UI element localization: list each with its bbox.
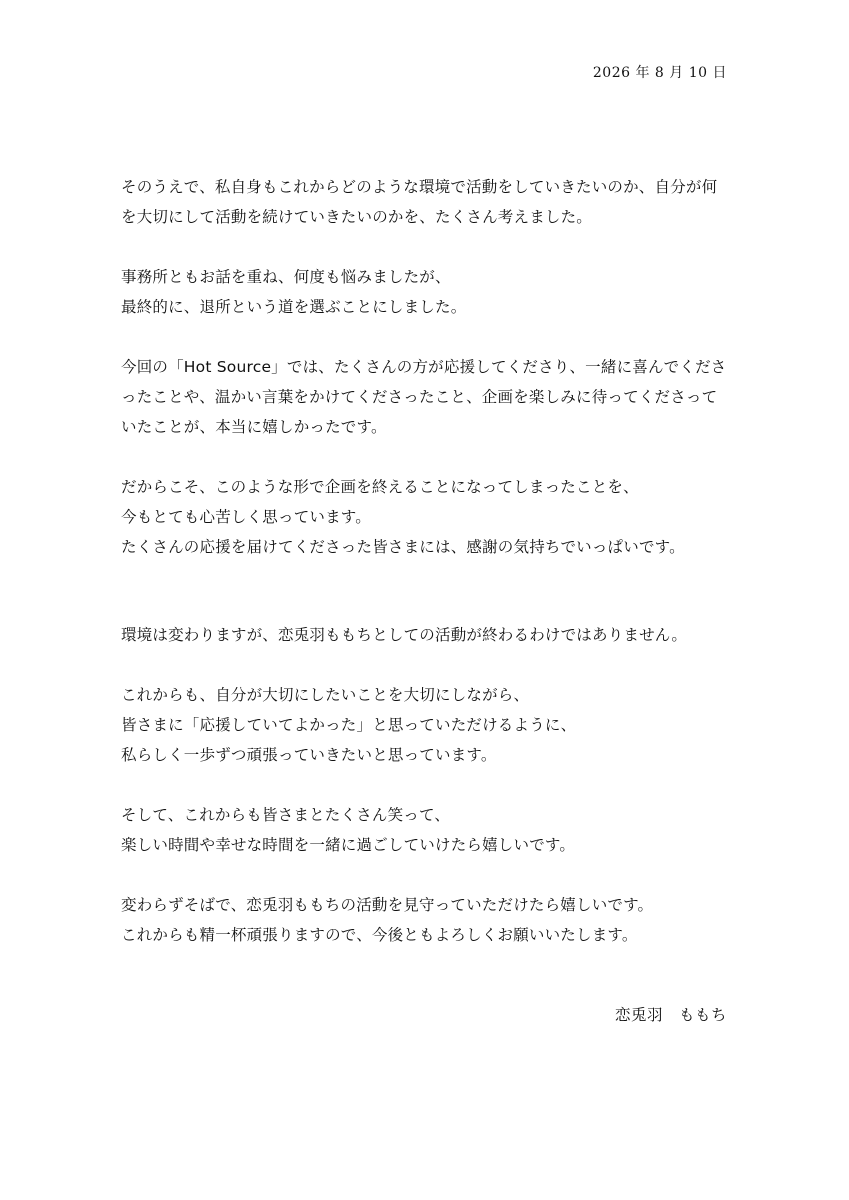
paragraph-gap (121, 562, 731, 620)
text-line: だからこそ、このような形で企画を終えることになってしまったことを、 (121, 478, 639, 496)
paragraph (121, 620, 731, 650)
text-line: 環境は変わりますが、恋兎羽ももちとしての活動が終わるわけではありません。 (121, 626, 688, 644)
text-line: 私らしく一歩ずつ頑張っていきたいと思っています。 (121, 746, 497, 764)
text-line: 事務所ともお話を重ね、何度も悩みましたが、 (121, 268, 451, 286)
text-line: 皆さまに「応援していてよかった」と思っていただけるように、 (121, 716, 577, 734)
text-line: 楽しい時間や幸せな時間を一緒に過ごしていけたら嬉しいです。 (121, 836, 576, 854)
paragraph (121, 890, 731, 950)
signature: 恋兎羽 ももち (614, 1006, 727, 1024)
paragraph (121, 472, 731, 562)
paragraph (121, 172, 731, 232)
paragraph (121, 800, 731, 860)
text-line: そのうえで、私自身もこれからどのような環境で活動をしていきたいのか、自分が何 (121, 178, 718, 196)
text-line: たくさんの応援を届けてくださった皆さまには、感謝の気持ちでいっぱいです。 (121, 538, 685, 556)
text-line: 変わらずそばで、恋兎羽ももちの活動を見守っていただけたら嬉しいです。 (121, 896, 654, 914)
letter-body (121, 172, 731, 950)
text-line: いたことが、本当に嬉しかったです。 (121, 418, 387, 436)
paragraph-gap (121, 322, 731, 352)
paragraph-gap (121, 770, 731, 800)
text-line: 最終的に、退所という道を選ぶことにしました。 (121, 298, 467, 316)
text-line: 今もとても心苦しく思っています。 (121, 508, 371, 526)
text-line: を大切にして活動を続けていきたいのかを、たくさん考えました。 (121, 208, 593, 226)
text-line: ったことや、温かい言葉をかけてくださったこと、企画を楽しみに待ってくださって (121, 388, 718, 406)
paragraph (121, 352, 731, 442)
paragraph-gap (121, 860, 731, 890)
paragraph (121, 262, 731, 322)
paragraph-gap (121, 442, 731, 472)
paragraph-gap (121, 650, 731, 680)
text-line: これからも、自分が大切にしたいことを大切にしながら、 (121, 686, 530, 704)
text-line: これからも精一杯頑張りますので、今後ともよろしくお願いいたします。 (121, 926, 638, 944)
letter-date: 2026 年 8 月 10 日 (592, 65, 727, 81)
text-line: 今回の「Hot Source」では、たくさんの方が応援してくださり、一緒に喜んでくださ (121, 358, 727, 376)
paragraph (121, 680, 731, 770)
paragraph-gap (121, 232, 731, 262)
text-line: そして、これからも皆さまとたくさん笑って、 (121, 806, 451, 824)
